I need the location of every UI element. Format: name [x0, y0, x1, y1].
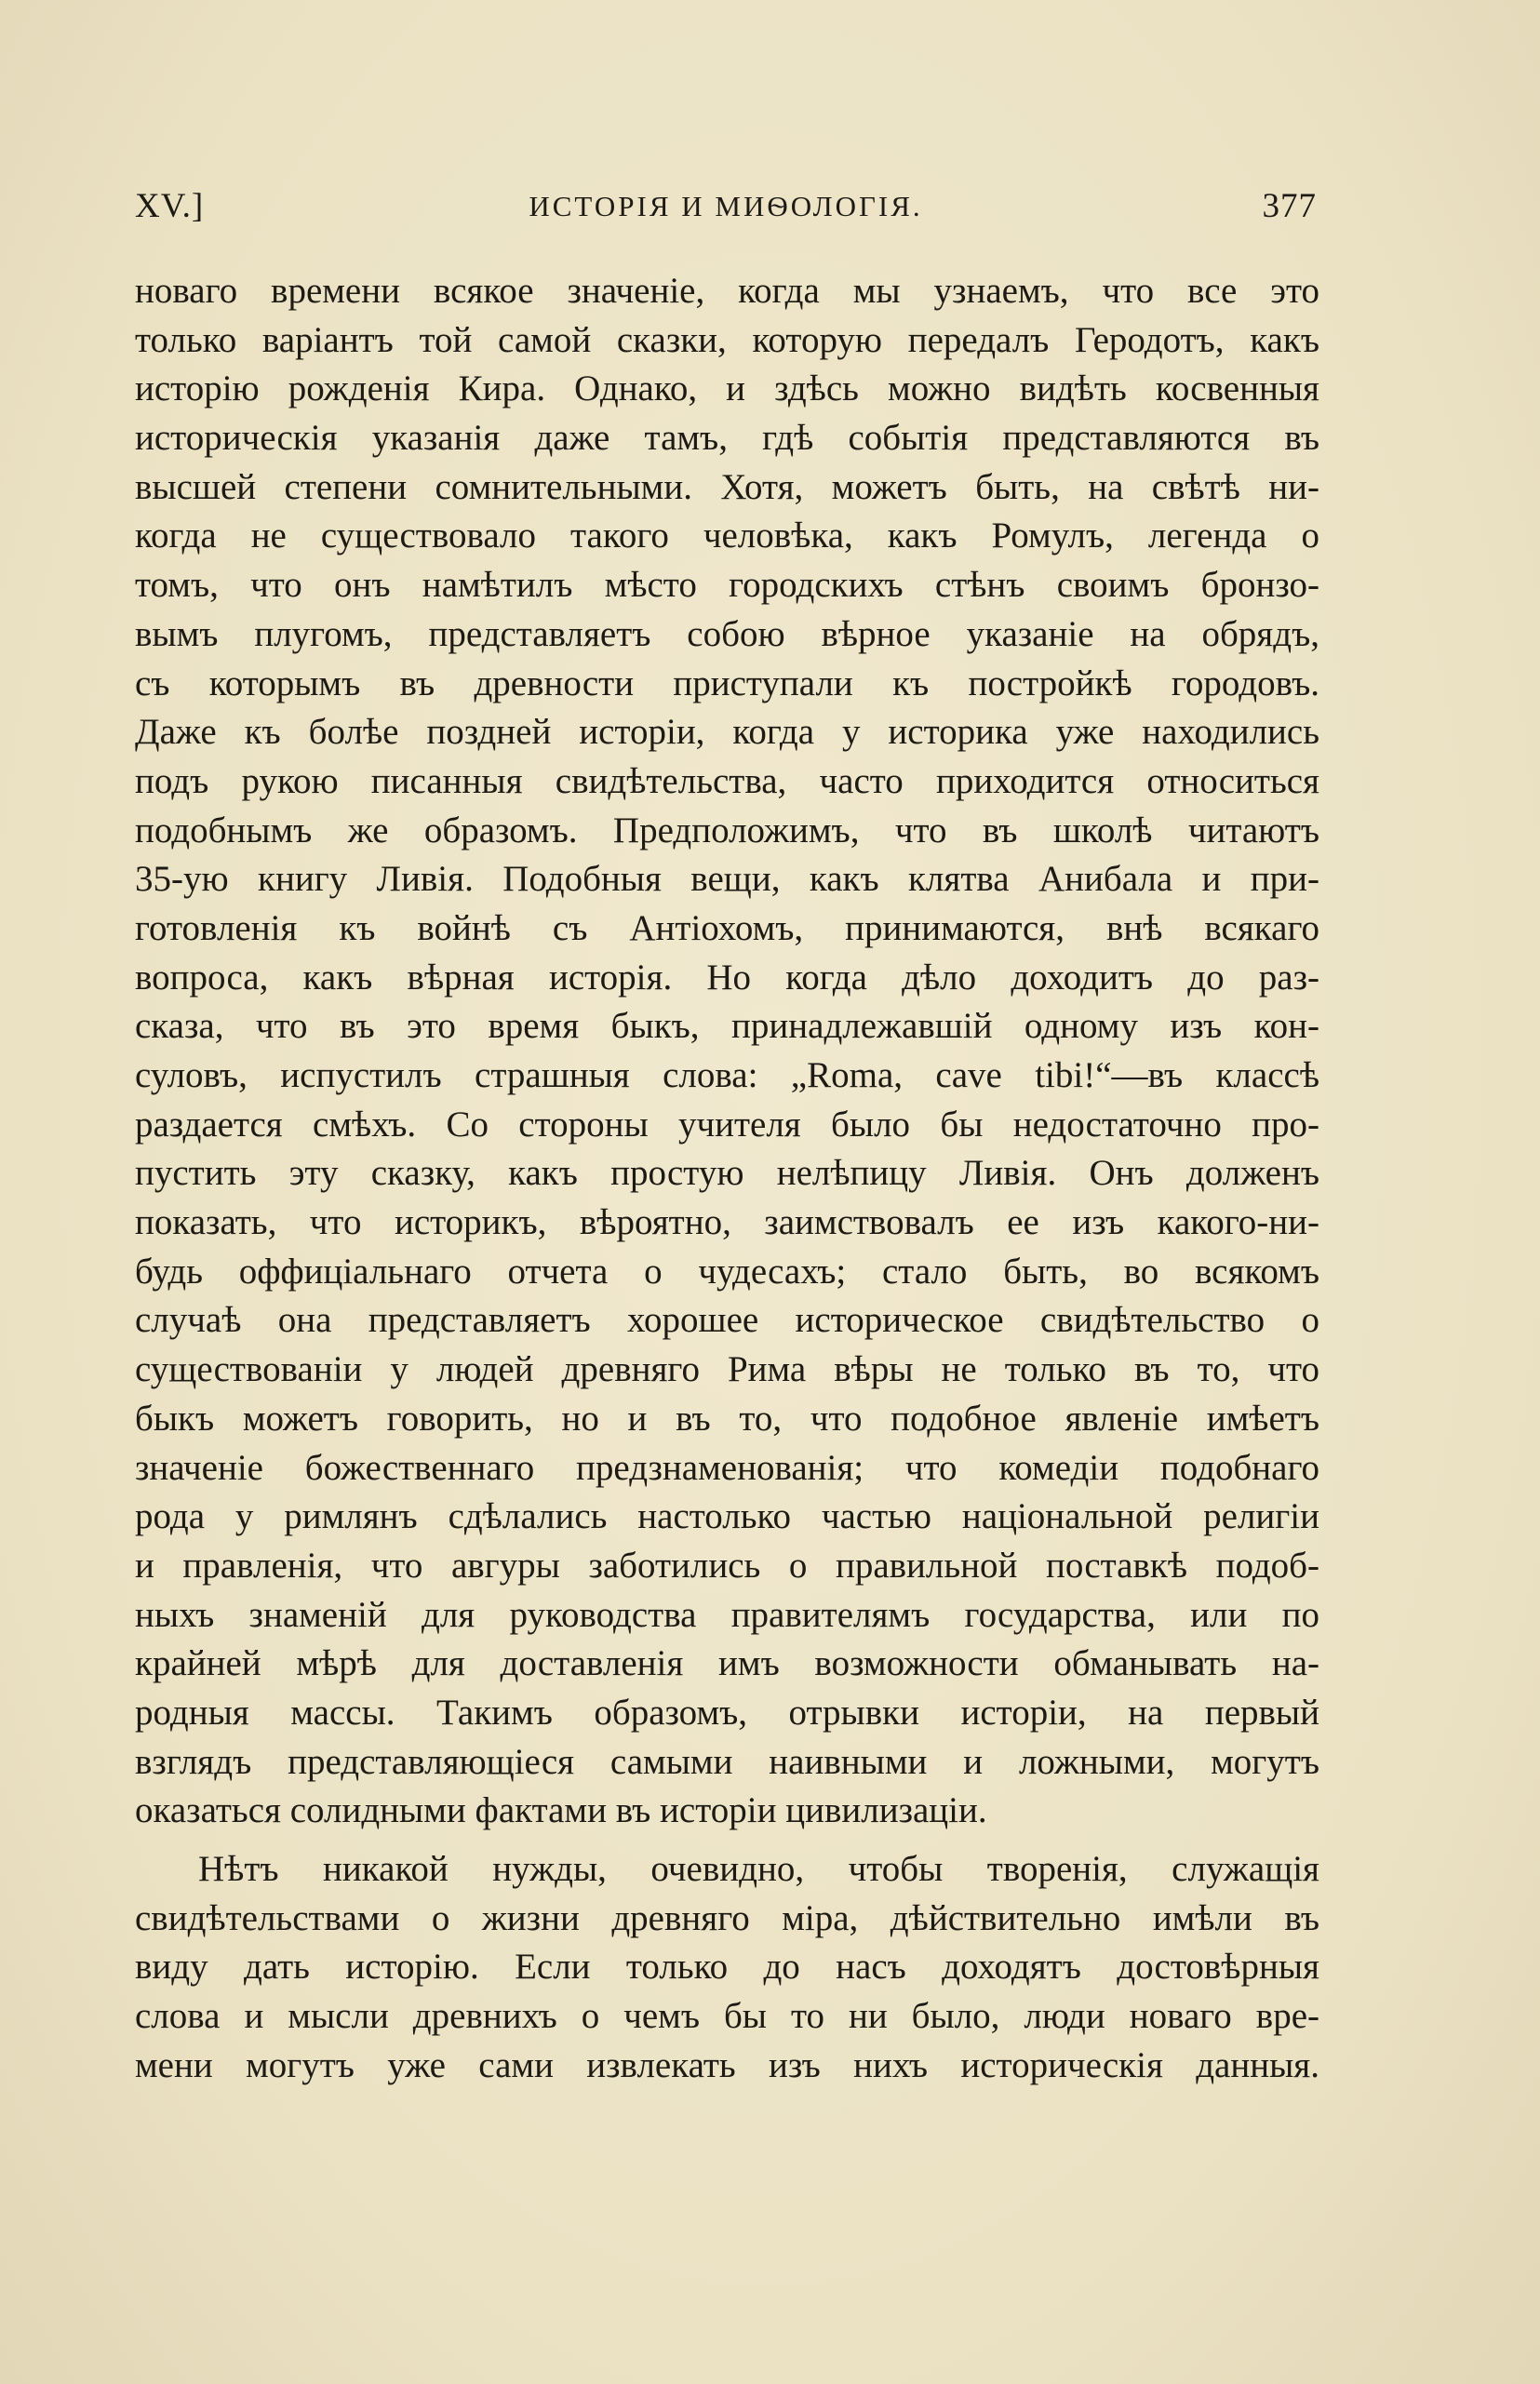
- text-line: подъ рукою писанныя свидѣтельства, часто приходится относиться: [135, 760, 1319, 801]
- text-line: Даже къ болѣе поздней исторіи, когда у историка уже находились: [135, 712, 1319, 753]
- text-line: и правленія, что авгуры заботились о правильной поставкѣ подоб-: [135, 1545, 1319, 1586]
- text-line: ныхъ знаменій для руководства правителямъ государства, или по: [135, 1594, 1319, 1635]
- text-line: показать, что историкъ, вѣроятно, заимствовалъ ее изъ какого-ни-: [135, 1202, 1319, 1243]
- text-line: новаго времени всякое значеніе, когда мы узнаемъ, что все это: [135, 271, 1319, 311]
- text-line: 35-ую книгу Ливія. Подобныя вещи, какъ клятва Анибала и при-: [135, 859, 1319, 900]
- text-line: раздается смѣхъ. Со стороны учителя было бы недостаточно про-: [135, 1104, 1319, 1145]
- paragraph-gap: [135, 1836, 1319, 1845]
- text-line: существованіи у людей древняго Рима вѣры не только въ то, что: [135, 1349, 1319, 1390]
- text-line: съ которымъ въ древности приступали къ постройкѣ городовъ.: [135, 663, 1319, 703]
- text-line: свидѣтельствами о жизни древняго міра, дѣйствительно имѣли въ: [135, 1897, 1319, 1938]
- text-line: виду дать исторію. Если только до насъ доходятъ достовѣрныя: [135, 1947, 1319, 1988]
- running-title: ИСТОРІЯ И МИѲОЛОГІЯ.: [529, 190, 923, 222]
- text-line: суловъ, испустилъ страшныя слова: „Roma, cave tibi!“—въ классѣ: [135, 1055, 1319, 1095]
- text-line: пустить эту сказку, какъ простую нелѣпицу Ливія. Онъ долженъ: [135, 1153, 1319, 1194]
- page-number: 377: [1262, 187, 1317, 225]
- text-line: только варіантъ той самой сказки, которую передалъ Геродотъ, какъ: [135, 319, 1319, 360]
- paragraph-1: [135, 267, 1319, 1836]
- text-line: готовленія къ войнѣ съ Антіохомъ, принимаются, внѣ всякаго: [135, 907, 1319, 948]
- text-line: вымъ плугомъ, представляетъ собою вѣрное указаніе на обрядъ,: [135, 613, 1319, 654]
- text-line: Нѣтъ никакой нужды, очевидно, чтобы творенія, служащія: [198, 1849, 1319, 1889]
- text-line: подобнымъ же образомъ. Предположимъ, что въ школѣ читаютъ: [135, 810, 1319, 850]
- text-line: значеніе божественнаго предзнаменованія; что комедіи подобнаго: [135, 1447, 1319, 1488]
- text-line: вопроса, какъ вѣрная исторія. Но когда дѣло доходитъ до раз-: [135, 957, 1319, 998]
- chapter-marker: XV.]: [135, 187, 205, 225]
- text-line: случаѣ она представляетъ хорошее историческое свидѣтельство о: [135, 1300, 1319, 1341]
- text-line: томъ, что онъ намѣтилъ мѣсто городскихъ стѣнъ своимъ бронзо-: [135, 565, 1319, 606]
- paragraph-2: [135, 1845, 1319, 2090]
- text-line: высшей степени сомнительными. Хотя, можетъ быть, на свѣтѣ ни-: [135, 466, 1319, 507]
- text-line: слова и мысли древнихъ о чемъ бы то ни было, люди новаго вре-: [135, 1996, 1319, 2037]
- running-header: [135, 186, 1317, 242]
- text-line: мени могутъ уже сами извлекать изъ нихъ историческія данныя.: [135, 2044, 1319, 2085]
- text-line: исторію рожденія Кира. Однако, и здѣсь можно видѣть косвенныя: [135, 368, 1319, 409]
- text-line: крайней мѣрѣ для доставленія имъ возможности обманывать на-: [135, 1643, 1319, 1684]
- body-text: [135, 267, 1319, 2090]
- text-line: быкъ можетъ говорить, но и въ то, что подобное явленіе имѣетъ: [135, 1398, 1319, 1439]
- text-line: рода у римлянъ сдѣлались настолько частью національной религіи: [135, 1496, 1319, 1537]
- text-line: сказа, что въ это время быкъ, принадлежавшій одному изъ кон-: [135, 1006, 1319, 1047]
- text-line: когда не существовало такого человѣка, какъ Ромулъ, легенда о: [135, 516, 1319, 556]
- text-line: взглядъ представляющіеся самыми наивными и ложными, могутъ: [135, 1741, 1319, 1782]
- text-line: родныя массы. Такимъ образомъ, отрывки исторіи, на первый: [135, 1692, 1319, 1733]
- text-line: оказаться солидными фактами въ исторіи цивилизаціи.: [135, 1790, 987, 1831]
- text-line: историческія указанія даже тамъ, гдѣ событія представляются въ: [135, 418, 1319, 459]
- text-line: будь оффиціальнаго отчета о чудесахъ; стало быть, во всякомъ: [135, 1251, 1319, 1292]
